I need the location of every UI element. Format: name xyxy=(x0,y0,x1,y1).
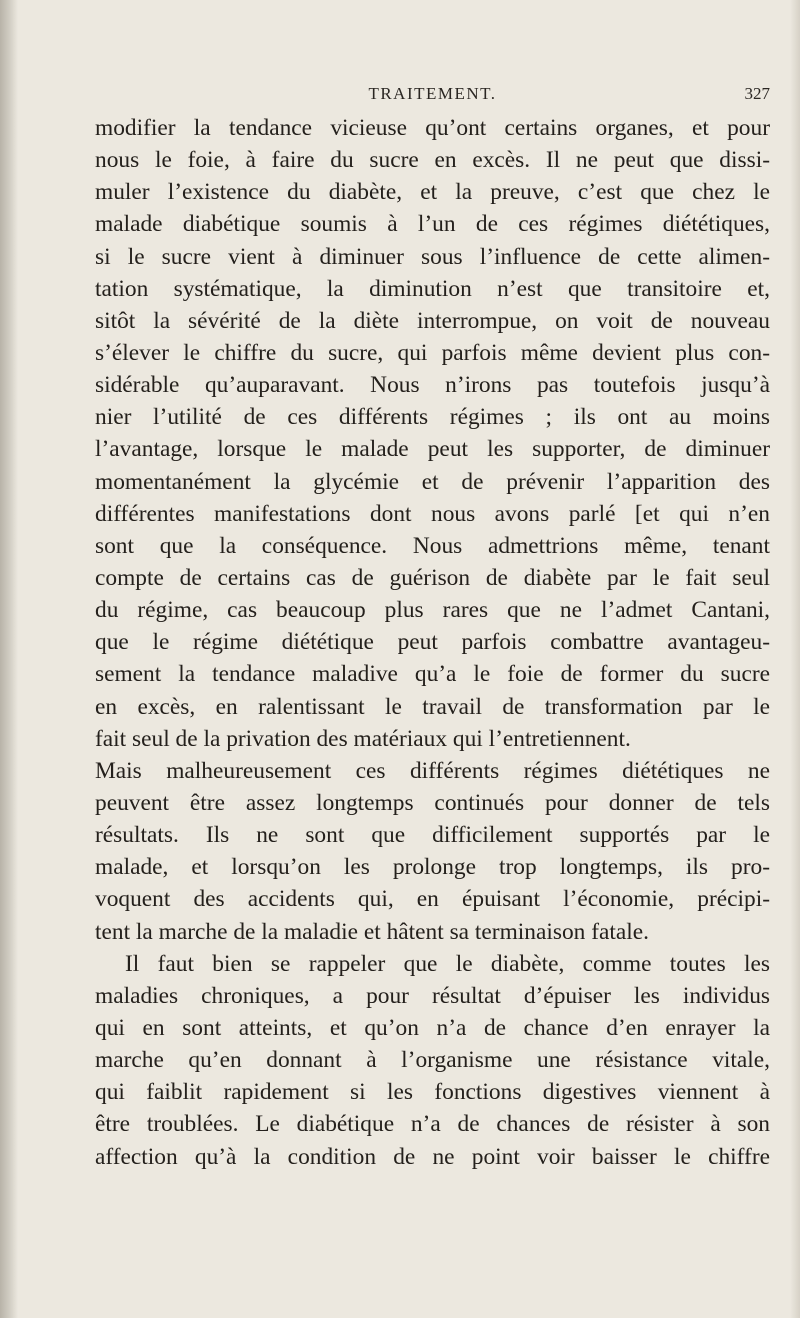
text-line: différentes manifestations dont nous avons parlé [et qui n’en xyxy=(95,500,770,527)
text-line: sidérable qu’auparavant. Nous n’irons pas toutefois jusqu’à xyxy=(95,372,770,399)
page-edge xyxy=(790,0,800,1318)
page-number: 327 xyxy=(744,84,770,103)
text-line: sont que la conséquence. Nous admettrions même, tenant xyxy=(95,532,770,559)
running-head xyxy=(95,84,770,108)
text-line: voquent des accidents qui, en épuisant l’économie, précipi- xyxy=(95,886,770,913)
text-line: momentanément la glycémie et de prévenir l’apparition des xyxy=(95,468,770,495)
text-line: qui en sont atteints, et qu’on n’a de chance d’en enrayer la xyxy=(95,1014,770,1041)
text-line: peuvent être assez longtemps continués pour donner de tels xyxy=(95,789,770,816)
text-line: si le sucre vient à diminuer sous l’influence de cette alimen- xyxy=(95,243,770,270)
text-line: être troublées. Le diabétique n’a de chances de résister à son xyxy=(95,1111,770,1138)
page-gutter xyxy=(0,0,18,1318)
text-line: l’avantage, lorsque le malade peut les supporter, de diminuer xyxy=(95,436,770,463)
text-line: sitôt la sévérité de la diète interrompue, on voit de nouveau xyxy=(95,307,770,334)
text-line: fait seul de la privation des matériaux qui l’entretiennent. xyxy=(95,725,631,752)
paragraph-first-line: Il faut bien se rappeler que le diabète, comme toutes les xyxy=(125,950,770,977)
text-line: sement la tendance maladive qu’a le foie de former du sucre xyxy=(95,661,770,688)
text-line: malade diabétique soumis à l’un de ces régimes diététiques, xyxy=(95,211,770,238)
text-line: malade, et lorsqu’on les prolonge trop longtemps, ils pro- xyxy=(95,854,770,881)
text-line: résultats. Ils ne sont que difficilement supportés par le xyxy=(95,822,770,849)
text-line: modifier la tendance vicieuse qu’ont certains organes, et pour xyxy=(95,115,770,141)
text-line: du régime, cas beaucoup plus rares que ne l’admet Cantani, xyxy=(95,597,770,624)
text-line: qui faiblit rapidement si les fonctions digestives viennent à xyxy=(95,1079,770,1106)
text-line: que le régime diététique peut parfois combattre avantageu- xyxy=(95,629,770,656)
text-line: Mais malheureusement ces différents régimes diététiques ne xyxy=(95,757,770,784)
text-line: nier l’utilité de ces différents régimes ; ils ont au moins xyxy=(95,404,770,431)
text-line: maladies chroniques, a pour résultat d’épuiser les individus xyxy=(95,982,770,1009)
text-line: tation systématique, la diminution n’est que transitoire et, xyxy=(95,275,770,302)
text-line: marche qu’en donnant à l’organisme une résistance vitale, xyxy=(95,1047,770,1074)
text-line: tent la marche de la maladie et hâtent sa terminaison fatale. xyxy=(95,918,649,945)
body-text xyxy=(95,112,770,1173)
text-line: s’élever le chiffre du sucre, qui parfois même devient plus con- xyxy=(95,339,770,366)
text-line: affection qu’à la condition de ne point voir baisser le chiffre xyxy=(95,1143,770,1170)
text-line: en excès, en ralentissant le travail de transformation par le xyxy=(95,693,770,720)
text-line: nous le foie, à faire du sucre en excès. Il ne peut que dissi- xyxy=(95,147,770,174)
text-line: compte de certains cas de guérison de diabète par le fait seul xyxy=(95,564,770,591)
text-line: muler l’existence du diabète, et la preuve, c’est que chez le xyxy=(95,179,770,206)
running-title: TRAITEMENT. xyxy=(368,84,497,103)
